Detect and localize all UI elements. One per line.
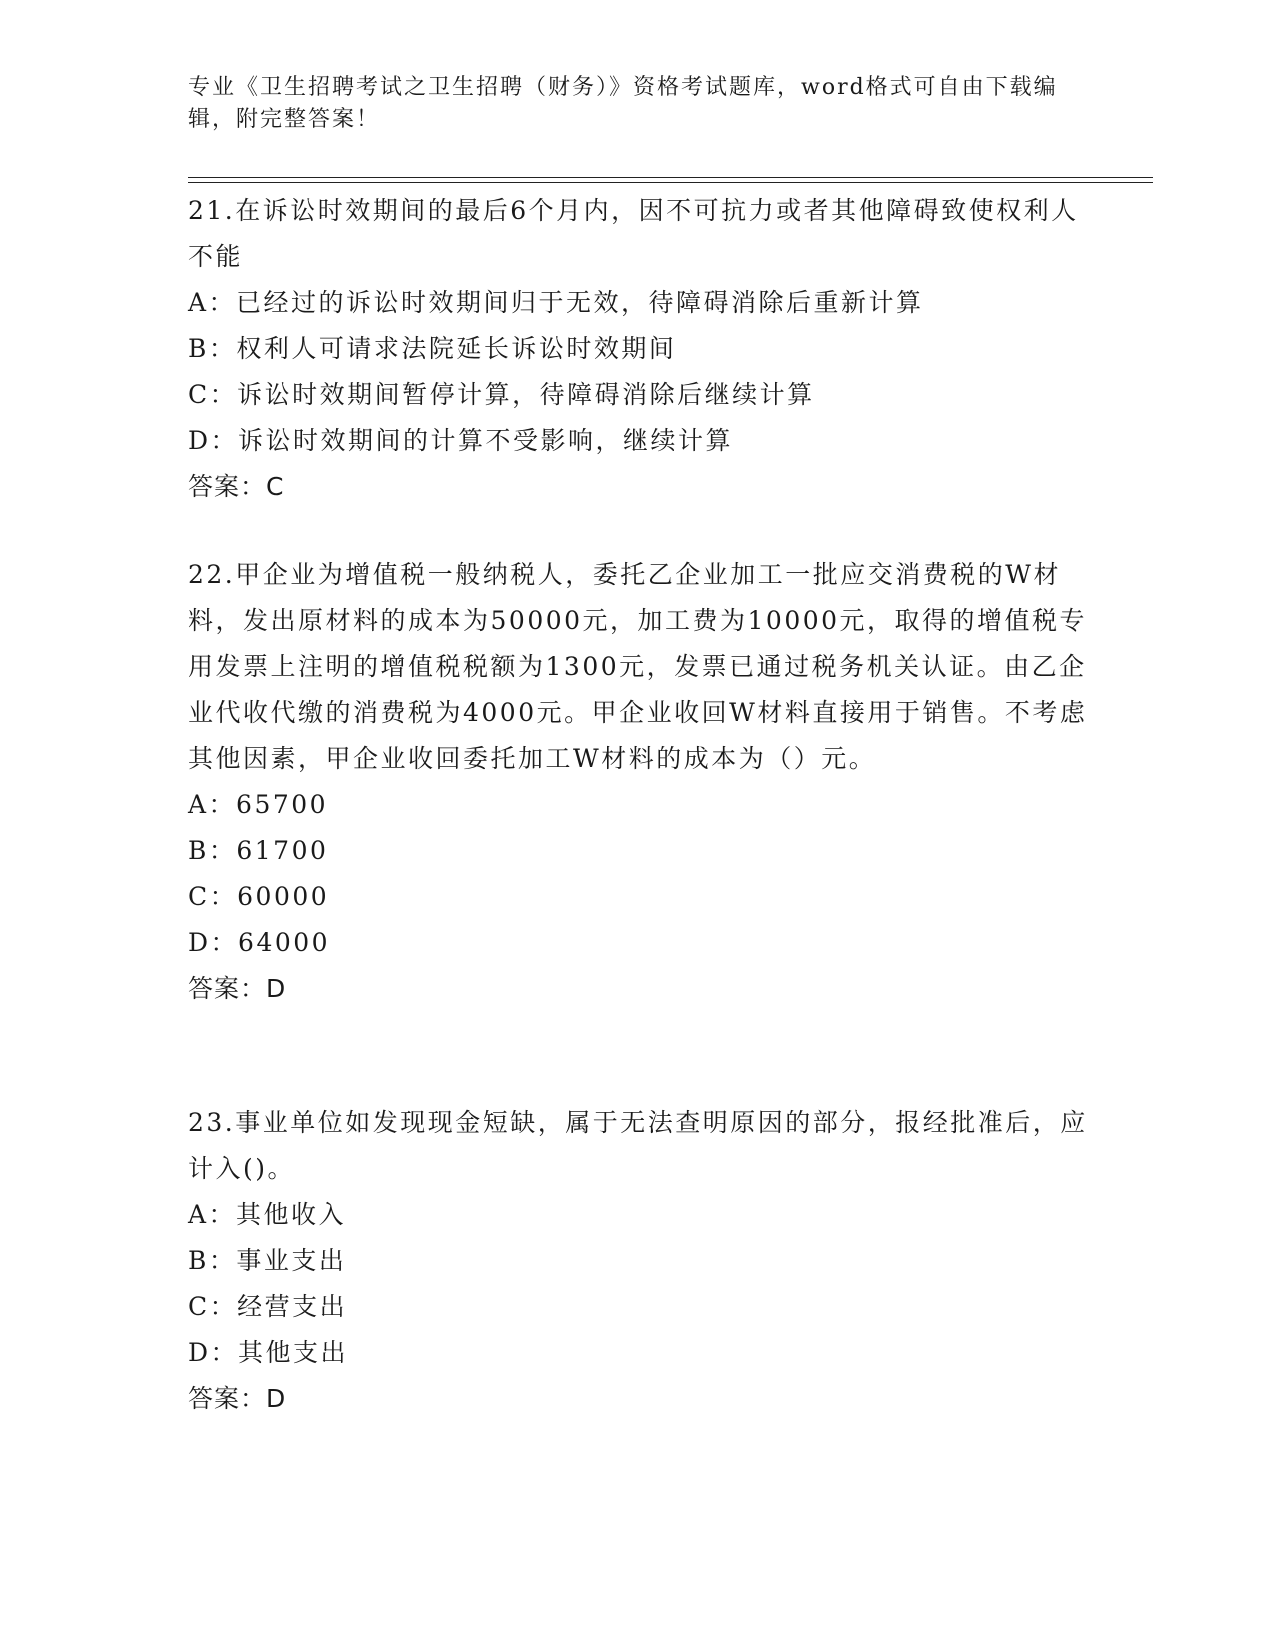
question-21 — [188, 188, 1088, 510]
header-divider-bottom — [188, 182, 1153, 183]
option-d: D：其他支出 — [188, 1338, 349, 1367]
option-a: A：已经过的诉讼时效期间归于无效，待障碍消除后重新计算 — [188, 288, 924, 317]
answer: 答案：D — [188, 974, 287, 1003]
question-22 — [188, 552, 1088, 1012]
option-c: C：60000 — [188, 882, 330, 911]
document-header: 专业《卫生招聘考试之卫生招聘（财务）》资格考试题库，word格式可自由下载编辑，附完整答案！ — [188, 75, 1058, 132]
option-b: B：权利人可请求法院延长诉讼时效期间 — [188, 334, 677, 363]
question-stem: 23.事业单位如发现现金短缺，属于无法查明原因的部分，报经批准后，应计入()。 — [188, 1108, 1088, 1183]
option-d: D：诉讼时效期间的计算不受影响，继续计算 — [188, 426, 734, 455]
question-stem: 21.在诉讼时效期间的最后6个月内，因不可抗力或者其他障碍致使权利人不能 — [188, 196, 1079, 271]
answer: 答案：C — [188, 472, 285, 501]
option-d: D：64000 — [188, 928, 331, 957]
answer: 答案：D — [188, 1384, 287, 1413]
option-b: B：事业支出 — [188, 1246, 347, 1275]
option-c: C：经营支出 — [188, 1292, 348, 1321]
option-a: A：其他收入 — [188, 1200, 347, 1229]
question-23 — [188, 1100, 1088, 1422]
header-divider-top — [188, 177, 1153, 178]
option-c: C：诉讼时效期间暂停计算，待障碍消除后继续计算 — [188, 380, 815, 409]
option-b: B：61700 — [188, 836, 329, 865]
option-a: A：65700 — [188, 790, 329, 819]
question-stem: 22.甲企业为增值税一般纳税人，委托乙企业加工一批应交消费税的W材料，发出原材料的成本为50000元，加工费为10000元，取得的增值税专用发票上注明的增值税税额为1300元，发票已通过税务机关认证。由乙企业代收代缴的消费税为4000元。甲企业收回W材料直接用于销售。不考虑其他因素，甲企业收回委托加工W材料的成本为（）元。 — [188, 560, 1088, 773]
